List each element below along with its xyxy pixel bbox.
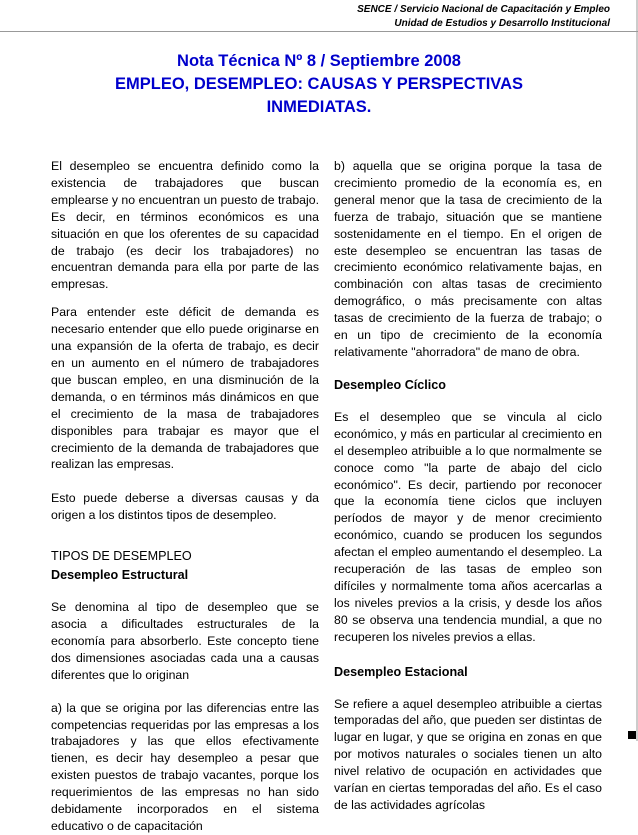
paragraph: Para entender este déficit de demanda es necesario entender que ello puede originarse en una expansión de la oferta de trabajo, es decir en un aumento en el número de trabajadores que buscan empleo, en una disminución de la demanda, o en términos más dinámicos en que el crecimiento de la masa de trabajadores disponibles para trabajar es mayor que el crecimiento de la demanda de trabajadores que realizan las empresas. [51, 305, 319, 472]
left-column [51, 158, 319, 835]
header-divider [0, 31, 638, 32]
subsection-heading: Desempleo Cíclico [334, 377, 446, 392]
header-line-1: SENCE / Servicio Nacional de Capacitación y Empleo [357, 4, 610, 15]
document-title [60, 50, 578, 119]
paragraph: Es el desempleo que se vincula al ciclo económico, y más en particular al crecimiento en el desempleo atribuible a lo que normalmente se conoce como "la parte de abajo del ciclo económico". Es decir, partiendo por reconocer que la economía tiene ciclos que incluyen períodos de mayor y de menor crecimiento económico, cuando se producen los segundos afectan el empleo aumentando el desempleo. La recuperación de las tasas de empleo son difíciles y normalmente toma años acercarlas a los niveles previos a la crisis, y desde los años 80 se observa una tendencia mundial, a que no recuperen los niveles previos a ellas. [334, 409, 602, 644]
paragraph: Esto puede deberse a diversas causas y da origen a los distintos tipos de desempleo. [51, 491, 319, 523]
header-line-2: Unidad de Estudios y Desarrollo Institucional [394, 18, 610, 29]
page-marker [628, 731, 636, 739]
paragraph: El desempleo se encuentra definido como la existencia de trabajadores que buscan emplearse y no encuentran un puesto de trabajo. Es decir, en términos económicos es una situación en que los oferentes de su capacidad de trabajo (es decir los trabajadores) no encuentran demanda para ella por parte de las empresas. [51, 159, 319, 292]
paragraph: Se denomina al tipo de desempleo que se asocia a dificultades estructurales de la economía para absorberlo. Este concepto tiene dos dimensiones asociadas cada una a causas diferentes que lo originan [51, 600, 319, 682]
title-line-2: EMPLEO, DESEMPLEO: CAUSAS Y PERSPECTIVAS [115, 75, 523, 93]
paragraph: b) aquella que se origina porque la tasa de crecimiento promedio de la economía es, en general menor que la tasa de crecimiento de la fuerza de trabajo, situación que se mantiene sostenidamente en el tiempo. En el origen de este desempleo se encuentran las tasas de crecimiento económico relativamente bajas, en combinación con altas tasas de crecimiento demográfico, o más precisamente con altas tasas de crecimiento de la fuerza de trabajo; o en un tipo de crecimiento de la economía relativamente "ahorradora" de mano de obra. [334, 159, 602, 359]
right-column [334, 158, 602, 814]
subsection-heading: Desempleo Estacional [334, 664, 468, 679]
title-line-1: Nota Técnica Nº 8 / Septiembre 2008 [177, 52, 461, 70]
paragraph: Se refiere a aquel desempleo atribuible a ciertas temporadas del año, que pueden ser distintas de lugar en lugar, y que se origina en zonas en que por motivos naturales o sociales tienen un alto nivel relativo de ocupación en actividades que varían en ciertas temporadas del año. Es el caso de las actividades agrícolas [334, 696, 602, 812]
title-line-3: INMEDIATAS. [266, 98, 372, 116]
paragraph: a) la que se origina por las diferencias entre las competencias requeridas por las empresas a los trabajadores y las que ellos efectivamente tienen, es decir hay desempleo a pesar que existen puestos de trabajo vacantes, porque los requerimientos de las empresas no han sido debidamente incorporados en el sistema educativo o de capacitación [51, 700, 319, 833]
section-heading: TIPOS DE DESEMPLEO [51, 549, 192, 564]
subsection-heading: Desempleo Estructural [51, 568, 189, 583]
running-header [357, 3, 610, 31]
